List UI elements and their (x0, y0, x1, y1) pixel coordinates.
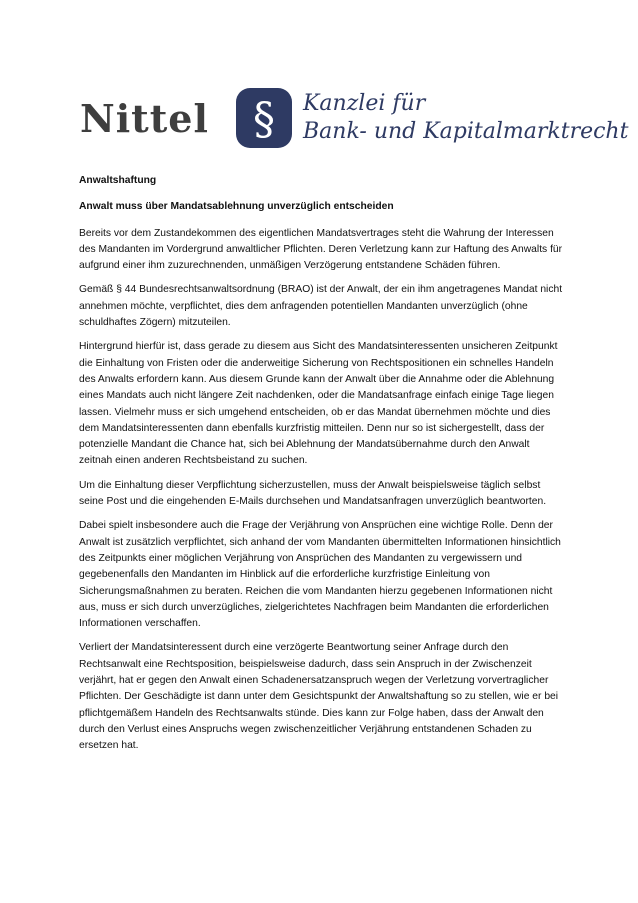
logo-tagline-line1: Kanzlei für (303, 91, 426, 116)
logo-tagline-line2: Bank- und Kapitalmarktrecht (303, 119, 629, 144)
firm-logo (80, 88, 629, 152)
paragraph: Gemäß § 44 Bundesrechtsanwaltsordnung (BRAO) ist der Anwalt, der ein ihm angetragenes Mandat nicht annehmen möchte, verpflichtet, dies dem anfragenden potentiellen Mandanten unverzüglich (ohne schuldhaftes Zögern) mitzuteilen. (79, 284, 563, 329)
document-category: Anwaltshaftung (79, 175, 157, 186)
logo-wordmark: Nittel (80, 96, 209, 141)
paragraph: Verliert der Mandatsinteressent durch eine verzögerte Beantwortung seiner Anfrage durch den Rechtsanwalt eine Rechtsposition, beispielsweise dadurch, dass sein Anspruch in der Zwischenzeit verjährt, hat er gegen den Anwalt einen Schadenersatzanspruch wegen der Verletzung vorvertraglicher Pflichten. Der Geschädigte ist dann unter dem Gesichtspunkt der Anwaltshaftung so zu stellen, wie er bei pflichtgemäßem Handeln des Rechtsanwalts stünde. Dies kann zur Folge haben, dass der Anwalt den durch den Verlust eines Anspruchs wegen zwischenzeitlicher Verjährung entstandenen Schaden zu ersetzen hat. (79, 642, 559, 752)
document-body (79, 173, 563, 763)
svg-text:§: § (253, 94, 275, 145)
paragraph: Bereits vor dem Zustandekommen des eigentlichen Mandatsvertrages steht die Wahrung der Interessen des Mandanten im Vordergrund anwaltlicher Pflichten. Deren Verletzung kann zur Haftung des Anwalts für aufgrund einer ihm zuzurechnenden, unmäßigen Verzögerung entstandene Schäden führen. (79, 227, 563, 272)
logo-tagline (303, 90, 628, 146)
document-title: Anwalt muss über Mandatsablehnung unverzüglich entscheiden (79, 201, 394, 213)
paragraph: Dabei spielt insbesondere auch die Frage der Verjährung von Ansprüchen eine wichtige Rolle. Denn der Anwalt ist zusätzlich verpflichtet, sich anhand der vom Mandanten übermittelten Informationen hinsichtlich des Zeitpunkts einer möglichen Verjährung von Ansprüchen des Mandanten zu vergewissern und gegebenenfalls den Mandanten im Hinblick auf die erforderliche kurzfristige Einleitung von Sicherungsmaßnahmen zu beraten. Reichen die vom Mandanten hierzu gegebenen Informationen nicht aus, muss er sich durch unverzügliches, zielgerichtetes Nachfragen beim Mandanten die erforderlichen Informationen verschaffen. (79, 520, 561, 630)
paragraph: Um die Einhaltung dieser Verpflichtung sicherzustellen, muss der Anwalt beispielsweise täglich selbst seine Post und die eingehenden E-Mails durchsehen und Mandatsanfragen unverzüglich beantworten. (79, 479, 547, 508)
law-section-sign-icon (236, 88, 292, 148)
paragraph: Hintergrund hierfür ist, dass gerade zu diesem aus Sicht des Mandatsinteressenten unsicheren Zeitpunkt die Einhaltung von Fristen oder die anderweitige Sicherung von Rechtspositionen ein schnelles Handeln des Anwalts erfordern kann. Aus diesem Grunde kann der Anwalt über die Annahme oder die Ablehnung eines Mandats auch nicht längere Zeit nachdenken, oder die Mandatsanfrage einfach einige Tage liegen lassen. Vielmehr muss er sich umgehend entscheiden, ob er das Mandat übernehmen möchte und dies dem Mandatsinteressenten dann ebenfalls kurzfristig mitteilen. Denn nur so ist sichergestellt, dass der potenzielle Mandant die Chance hat, sich bei Ablehnung der Mandatsübernahme durch den Anwalt zeitnah einen anderen Rechtsbeistand zu suchen. (79, 341, 558, 467)
